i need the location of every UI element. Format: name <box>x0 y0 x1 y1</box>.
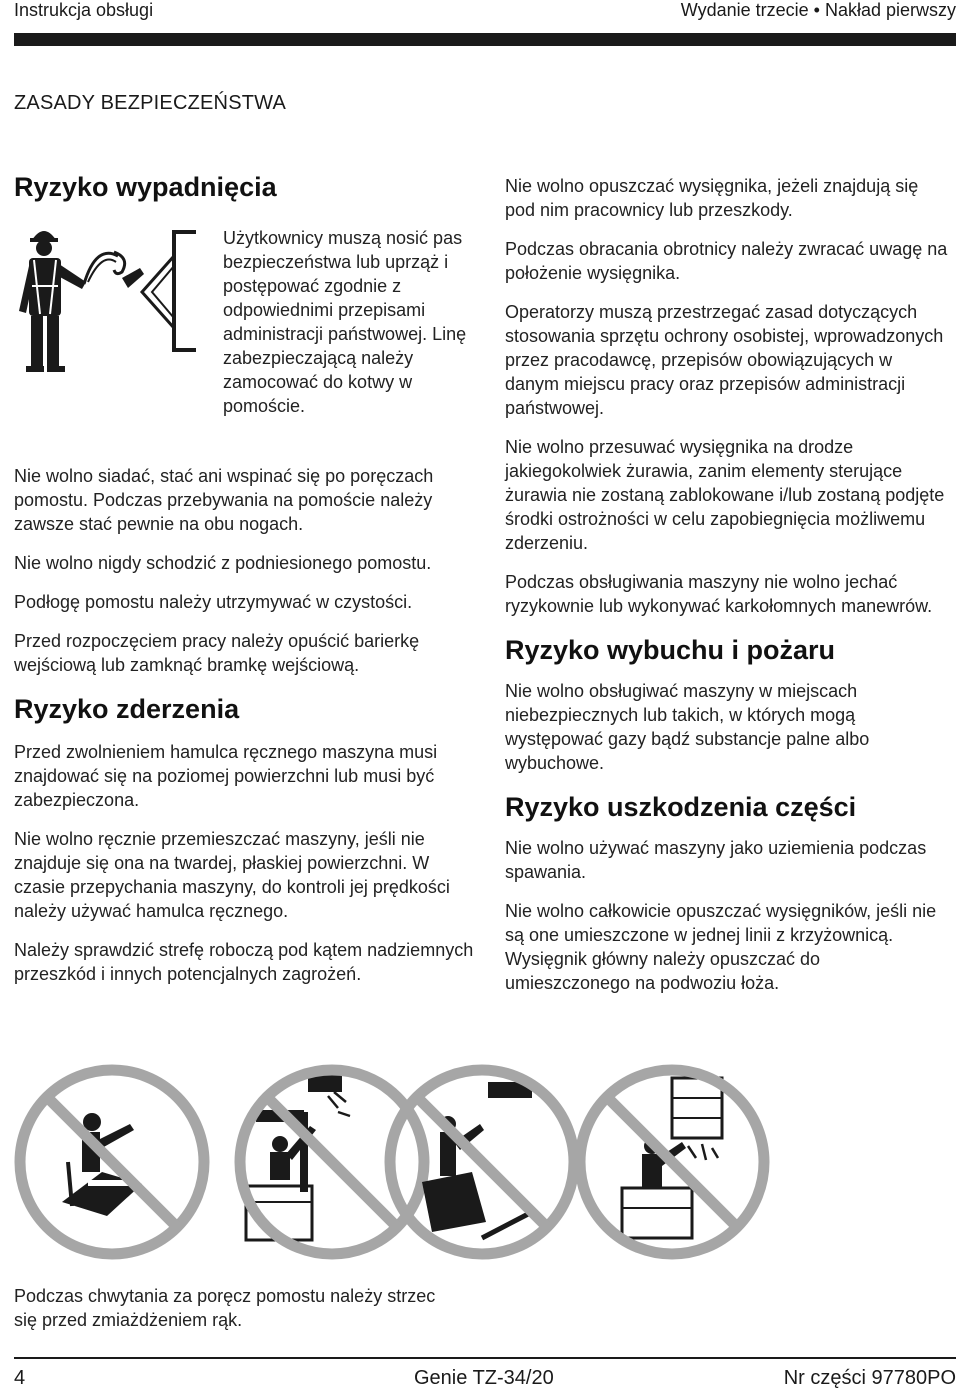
damaged-parts-paragraph: Nie wolno całkowicie opuszczać wysięgników, jeśli nie są one umieszczone w jednej linii z krzyżownicą. Wysięgnik główny należy opuszczać do umieszczonego na podwoziu łoża. <box>505 901 937 993</box>
header-manual-title: Instrukcja obsługi <box>14 0 154 20</box>
section-title: ZASADY BEZPIECZEŃSTWA <box>14 92 287 114</box>
prohibited-spark-contact-icon <box>580 1070 764 1254</box>
damaged-parts-heading: Ryzyko uszkodzenia części <box>505 792 857 822</box>
footer-part-number: Nr części 97780PO <box>783 1367 956 1389</box>
fall-hazard-paragraph: Nie wolno siadać, stać ani wspinać się po poręczach pomostu. Podczas przebywania na pomoście należy zawsze stać pewnie na obu nogach. <box>14 466 434 534</box>
header-edition: Wydanie trzecie • Nakład pierwszy <box>680 0 956 20</box>
collision-hazard-paragraph: Nie wolno opuszczać wysięgnika, jeżeli znajdują się pod nim pracownicy lub przeszkody. <box>505 176 919 220</box>
prohibited-crush-icon <box>240 1070 424 1254</box>
footer-rule <box>14 1357 956 1359</box>
fall-hazard-paragraph: Przed rozpoczęciem pracy należy opuścić barierkę wejściową lub zamknąć bramkę wejściową. <box>14 631 420 675</box>
footer-model: Genie TZ-34/20 <box>414 1367 554 1389</box>
collision-hazard-paragraph: Nie wolno przesuwać wysięgnika na drodze jakiegokolwiek żurawia, zanim elementy sterujące żurawia nie zostaną zablokowane i/lub zostaną podjęte środki ostrożności w celu zapobiegnięcia możliwemu zderzeniu. <box>505 437 945 553</box>
collision-hazard-paragraph: Należy sprawdzić strefę roboczą pod kątem nadziemnych przeszkód i innych potencjalnych zagrożeń. <box>14 940 474 984</box>
prohibited-structure-contact-icon <box>390 1070 574 1254</box>
left-column <box>14 170 484 986</box>
collision-hazard-paragraph: Operatorzy muszą przestrzegać zasad dotyczących stosowania sprzętu ochrony osobistej, wprowadzonych przez pracodawcę, przepisów obowiązujących w danym miejscu pracy oraz przepisów administracji państwowej. <box>505 302 944 418</box>
figure-caption: Podczas chwytania za poręcz pomostu należy strzec się przed zmiażdżeniem rąk. <box>14 1286 436 1330</box>
harness-requirement-text: Użytkownicy muszą nosić pas bezpieczeństwa lub uprząż i postępować zgodnie z odpowiednimi przepisami administracji państwowej. Linę zabezpieczającą należy zamocować do kotwy w pomoście. <box>223 228 467 416</box>
collision-hazard-heading: Ryzyko zderzenia <box>14 694 240 724</box>
right-column <box>505 174 950 995</box>
collision-hazard-paragraph: Podczas obracania obrotnicy należy zwracać uwagę na położenie wysięgnika. <box>505 239 948 283</box>
fall-hazard-paragraph: Podłogę pomostu należy utrzymywać w czystości. <box>14 592 413 612</box>
fall-hazard-paragraph: Nie wolno nigdy schodzić z podniesionego pomostu. <box>14 553 432 573</box>
prohibited-hand-on-rail-icon <box>20 1070 204 1254</box>
fall-hazard-harness-block <box>14 214 484 464</box>
collision-hazard-paragraph: Nie wolno ręcznie przemieszczać maszyny, jeśli nie znajduje się ona na twardej, płaskiej powierzchni. W czasie przepychania maszyny, do kontroli jej prędkości należy używać hamulca ręcznego. <box>14 829 450 921</box>
fall-hazard-heading: Ryzyko wypadnięcia <box>14 172 277 202</box>
explosion-hazard-paragraph: Nie wolno obsługiwać maszyny w miejscach niebezpiecznych lub takich, w których mogą występować gazy bądź substancje palne albo wybuchowe. <box>505 681 870 773</box>
collision-hazard-paragraph: Podczas obsługiwania maszyny nie wolno jechać ryzykownie lub wykonywać karkołomnych manewrów. <box>505 572 933 616</box>
damaged-parts-paragraph: Nie wolno używać maszyny jako uziemienia podczas spawania. <box>505 838 927 882</box>
worker-with-harness-icon <box>14 216 214 396</box>
header-rule <box>14 33 956 46</box>
prohibition-figures <box>12 1062 942 1262</box>
footer-page-number: 4 <box>14 1367 26 1389</box>
collision-hazard-paragraph: Przed zwolnieniem hamulca ręcznego maszyna musi znajdować się na poziomej powierzchni lub musi być zabezpieczona. <box>14 742 438 810</box>
explosion-hazard-heading: Ryzyko wybuchu i pożaru <box>505 635 836 665</box>
